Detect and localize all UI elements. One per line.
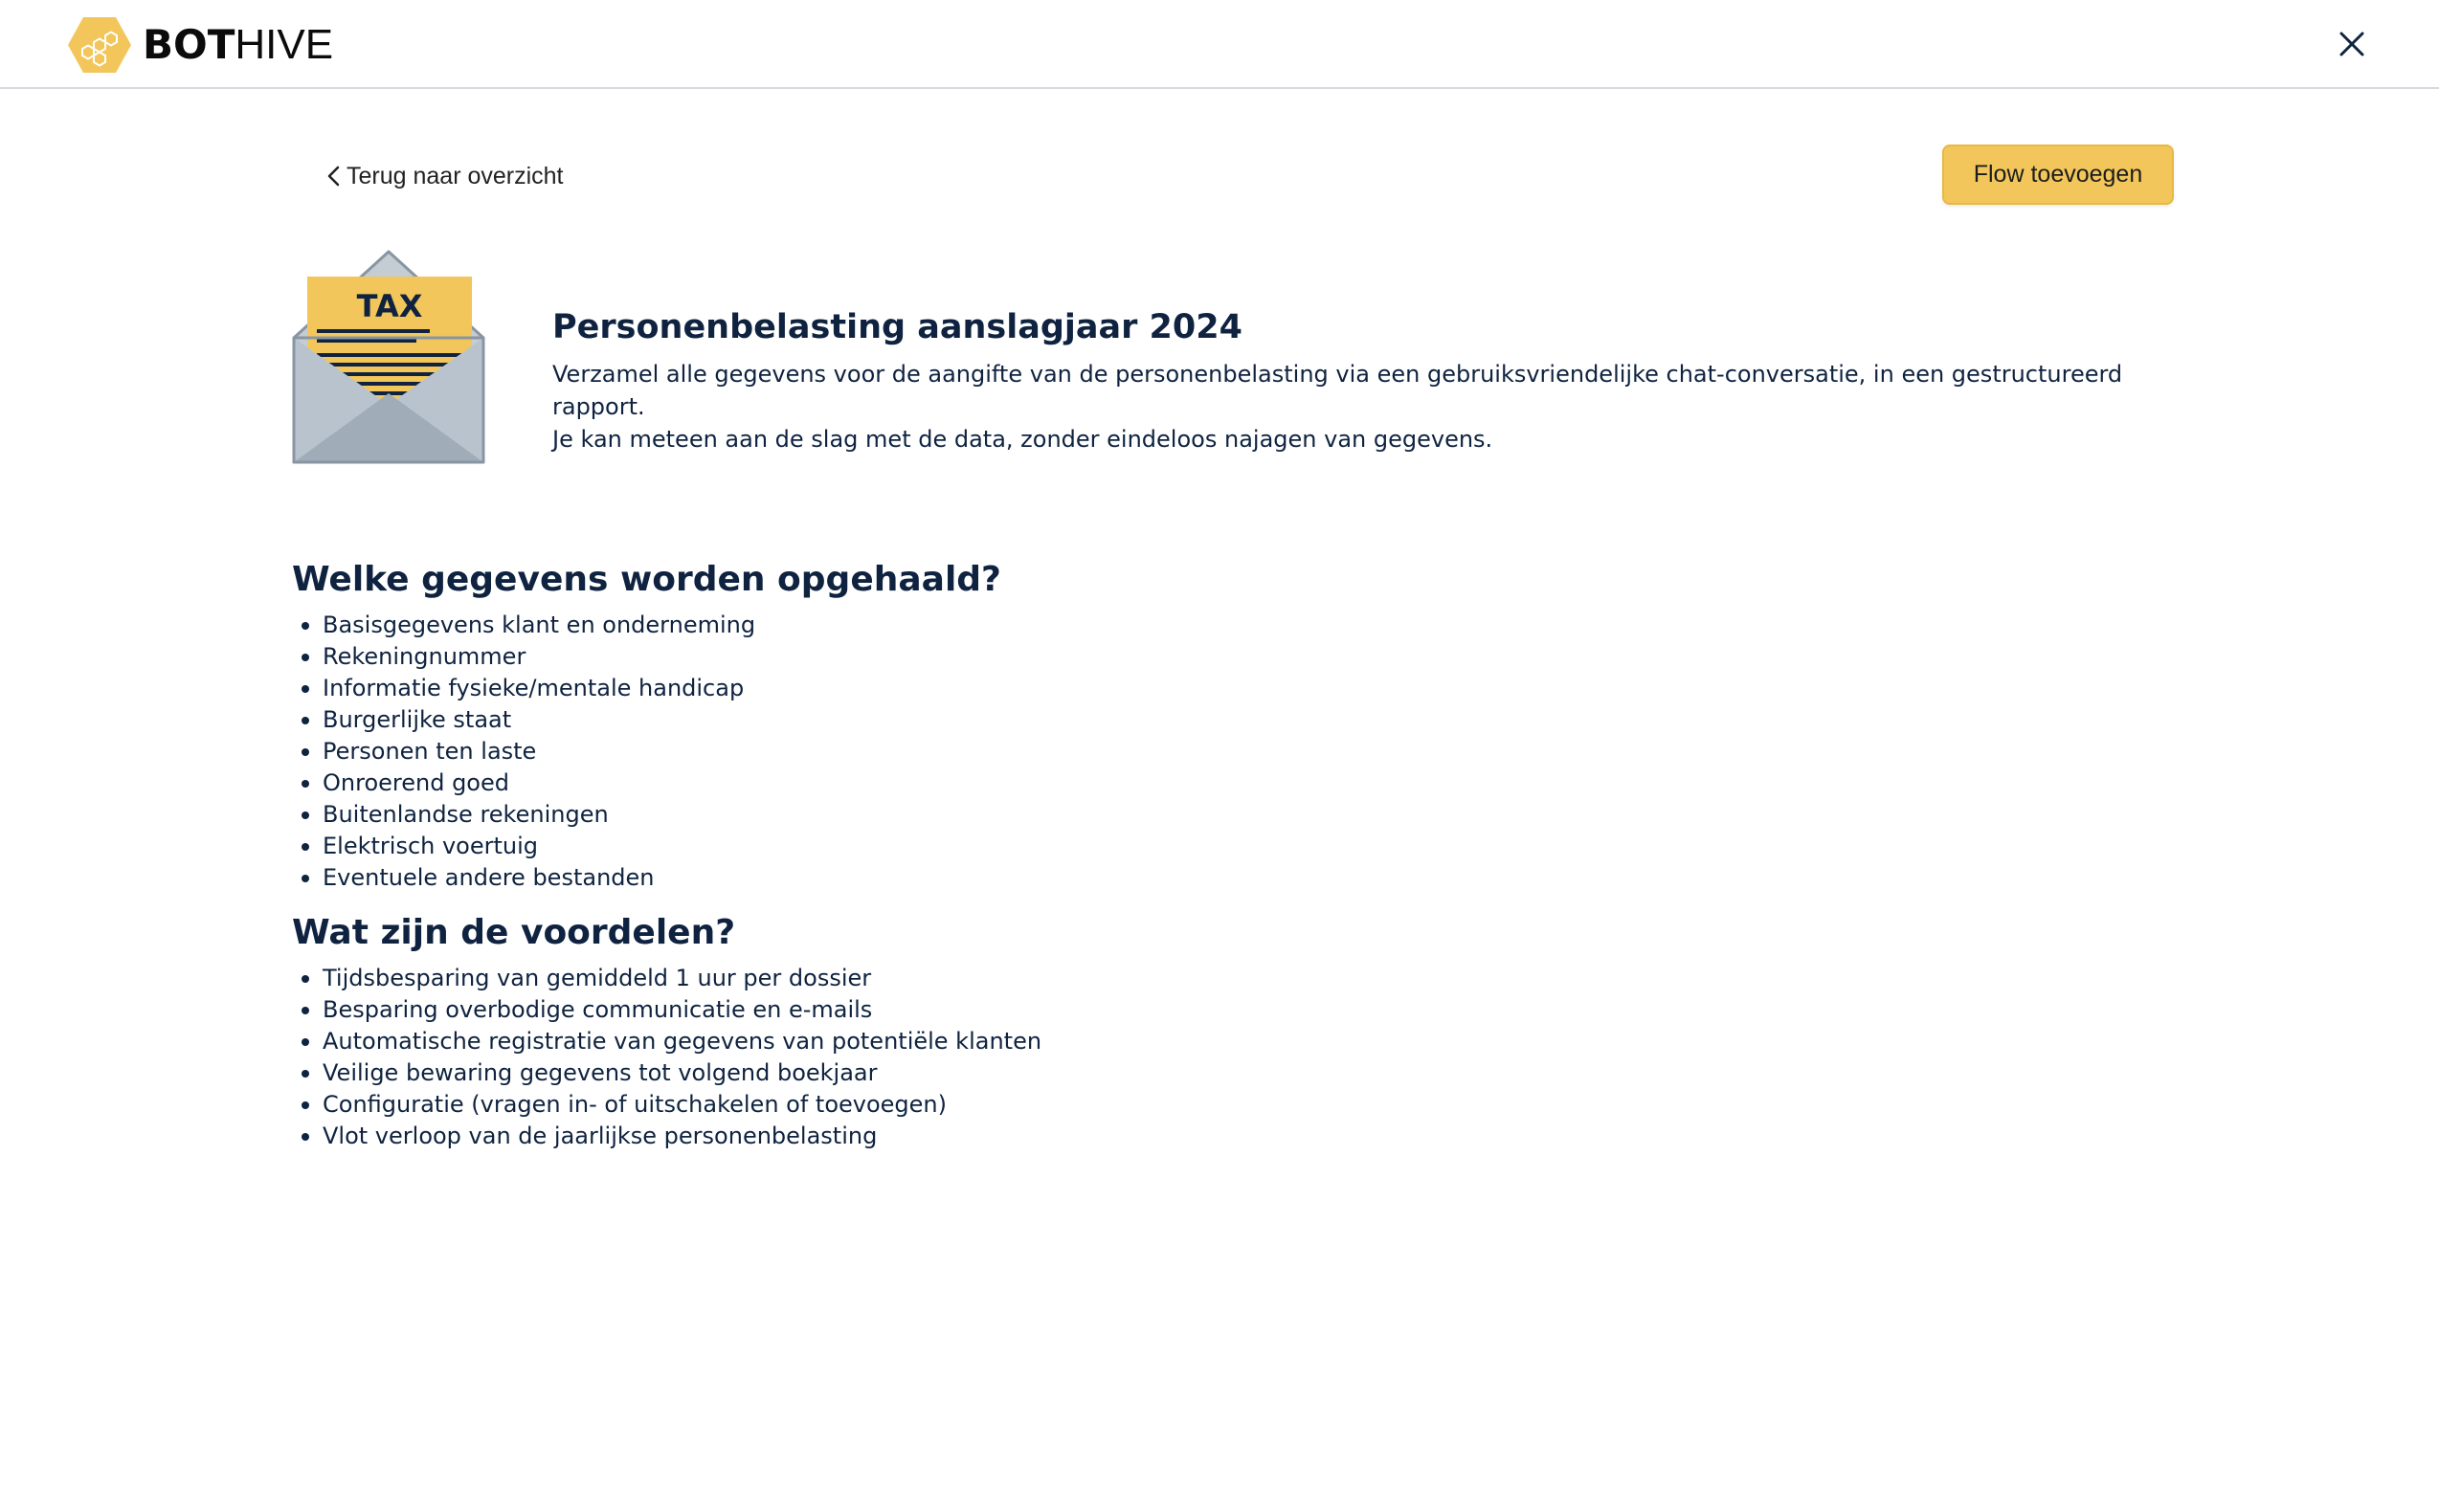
list-item: Vlot verloop van de jaarlijkse personenbelasting	[323, 1121, 1728, 1152]
list-item: Configuratie (vragen in- of uitschakelen of toevoegen)	[323, 1089, 1728, 1121]
description-line-2: Je kan meteen aan de slag met de data, zonder eindeloos najagen van gegevens.	[552, 426, 1493, 453]
list-item: Personen ten laste	[323, 736, 1728, 767]
list-item: Tijdsbesparing van gemiddeld 1 uur per dossier	[323, 963, 1728, 994]
chevron-left-icon	[325, 165, 343, 188]
close-button[interactable]	[2333, 25, 2371, 63]
list-item: Basisgegevens klant en onderneming	[323, 610, 1728, 641]
benefits-section	[292, 909, 1728, 1152]
top-bar	[0, 0, 2439, 89]
benefits-section-heading: Wat zijn de voordelen?	[292, 913, 736, 952]
back-link-label: Terug naar overzicht	[347, 162, 564, 189]
list-item: Informatie fysieke/mentale handicap	[323, 673, 1728, 704]
page-description	[552, 358, 2180, 456]
data-section-heading: Welke gegevens worden opgehaald?	[292, 560, 1001, 599]
list-item: Besparing overbodige communicatie en e-mails	[323, 994, 1728, 1026]
add-flow-button[interactable]: Flow toevoegen	[1942, 145, 2174, 205]
tax-label: TAX	[356, 288, 423, 324]
description-line-1: Verzamel alle gegevens voor de aangifte van de personenbelasting via een gebruiksvriendelijke chat-conversatie, in een gestructureerd rapport.	[552, 361, 2123, 420]
data-list	[292, 610, 1728, 894]
page-title: Personenbelasting aanslagjaar 2024	[552, 308, 1242, 346]
data-collected-section	[292, 556, 1728, 894]
list-item: Automatische registratie van gegevens van potentiële klanten	[323, 1026, 1728, 1057]
intro-block	[552, 304, 2180, 456]
close-icon	[2339, 32, 2364, 56]
list-item: Buitenlandse rekeningen	[323, 799, 1728, 831]
benefits-list	[292, 963, 1728, 1152]
list-item: Rekeningnummer	[323, 641, 1728, 673]
back-to-overview-link[interactable]	[325, 157, 564, 195]
logo-light-text: HIVE	[235, 21, 334, 68]
list-item: Onroerend goed	[323, 767, 1728, 799]
bothive-logo[interactable]	[67, 14, 333, 76]
list-item: Eventuele andere bestanden	[323, 862, 1728, 894]
logo-wordmark	[143, 21, 334, 68]
list-item: Veilige bewaring gegevens tot volgend boekjaar	[323, 1057, 1728, 1089]
tax-envelope-icon	[292, 250, 486, 466]
list-item: Burgerlijke staat	[323, 704, 1728, 736]
hive-logo-icon	[67, 15, 132, 75]
list-item: Elektrisch voertuig	[323, 831, 1728, 862]
logo-bold-text: BOT	[143, 21, 235, 68]
